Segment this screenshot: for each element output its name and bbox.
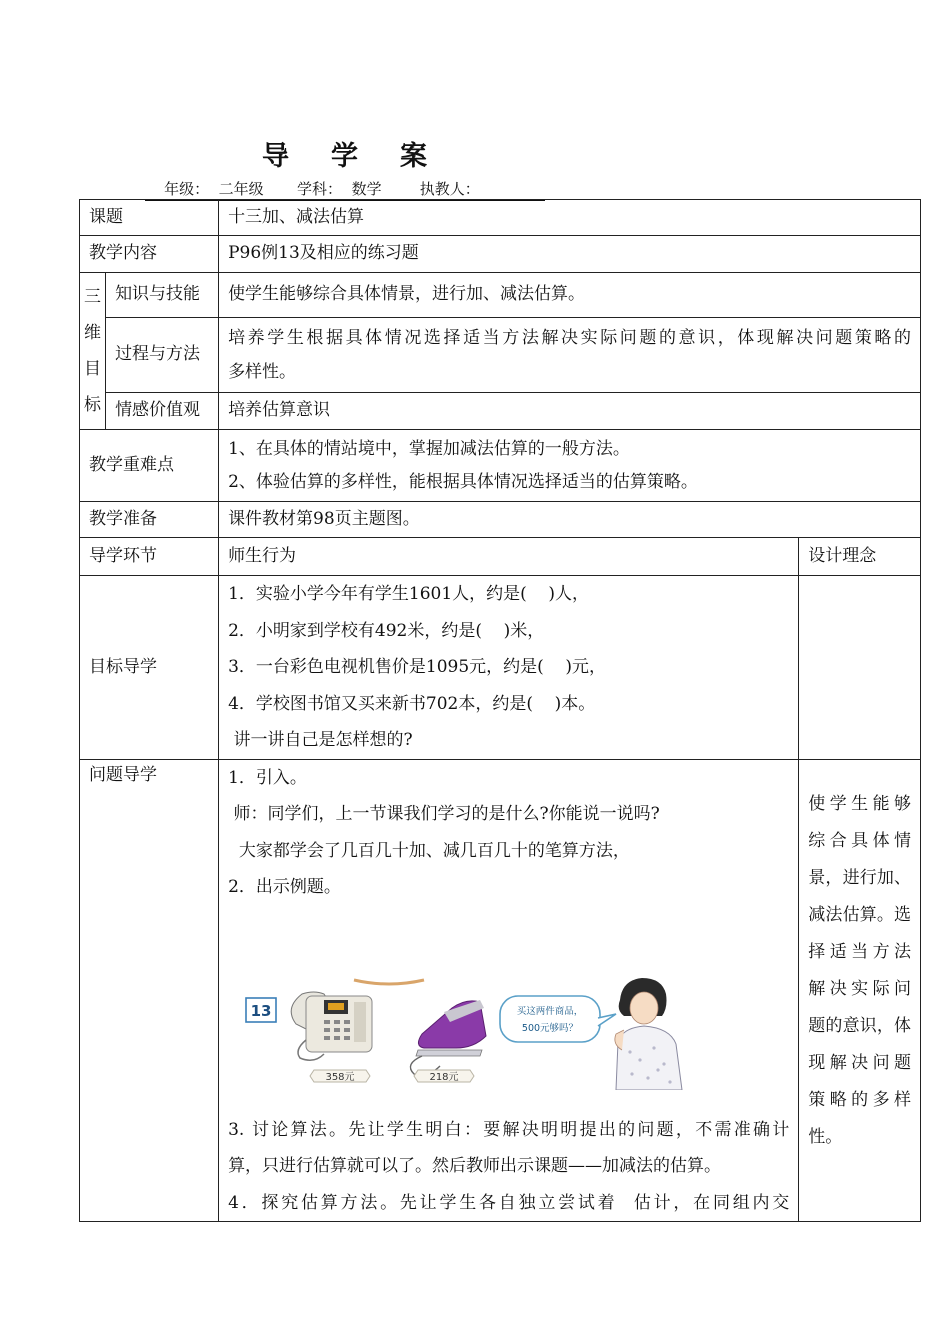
knowledge-label: 知识与技能: [106, 273, 219, 318]
process-label: 过程与方法: [106, 318, 219, 393]
title-char: 案: [400, 141, 427, 172]
prep-value: 课件教材第98页主题图。: [219, 502, 921, 538]
design-line: 题的意识，体: [808, 1015, 911, 1036]
header-stage: 导学环节: [80, 538, 219, 576]
table-row: [80, 273, 921, 318]
three-dim-goals-label: [80, 273, 106, 430]
table-row: [80, 759, 921, 1222]
price-2: 218元: [429, 1071, 459, 1083]
title-char: 导: [262, 141, 289, 172]
knowledge-value: 使学生能够综合具体情景，进行加、减法估算。: [219, 273, 921, 318]
design-line: 性。: [808, 1126, 843, 1147]
bubble-line-2: 500元够吗？: [521, 1022, 579, 1034]
table-row: [80, 200, 921, 236]
goal-char: 三: [84, 287, 102, 307]
lesson-plan-table: [79, 199, 921, 1222]
process-line: 培养学生根据具体情况选择适当方法解决实际问题的意识，体现解决问题策略的: [228, 328, 911, 348]
content-value: P96例13及相应的练习题: [219, 236, 921, 273]
difficulty-line: 2、体验估算的多样性，能根据具体情况选择适当的估算策略。: [228, 471, 698, 492]
design-line: 减法估算。选: [808, 904, 911, 925]
subject-label: 学科：: [297, 180, 343, 198]
subject-value: 数学: [351, 180, 382, 198]
topic-value: 十三加、减法估算: [219, 200, 921, 236]
topic-label: 课题: [80, 200, 219, 236]
bubble-line-1: 买这两件商品，: [516, 1005, 584, 1017]
problem-line: 3. 讨论算法。先让学生明白：要解决明明提出的问题，不需准确计: [228, 1119, 790, 1140]
problem-content: [219, 759, 799, 1222]
target-content: [219, 576, 799, 760]
emotion-label: 情感价值观: [106, 393, 219, 430]
problem-line: 1．引入。: [228, 767, 307, 788]
target-label: 目标导学: [80, 576, 219, 760]
difficulty-line: 1、在具体的情站境中，掌握加减法估算的一般方法。: [228, 438, 630, 459]
content-label: 教学内容: [80, 236, 219, 273]
problem-design: [799, 759, 921, 1222]
plate-icon: [354, 980, 424, 984]
title-char: 学: [331, 141, 358, 172]
problem-line: 大家都学会了几百几十加、减几百几十的笔算方法，: [228, 840, 630, 861]
target-design: [799, 576, 921, 760]
emotion-value: 培养估算意识: [219, 393, 921, 430]
problem-line: 4．探究估算方法。先让学生各自独立尝试着 估计，在同组内交: [228, 1192, 790, 1213]
table-row: [80, 236, 921, 273]
target-line: 3．一台彩色电视机售价是1095元，约是( )元，: [228, 657, 607, 677]
design-line: 综合具体情: [808, 830, 911, 851]
example-number: 13: [250, 1001, 272, 1020]
table-row: [80, 393, 921, 430]
header-design: 设计理念: [799, 538, 921, 576]
meta-line: [145, 178, 545, 201]
table-row: [80, 538, 921, 576]
target-line: 1．实验小学今年有学生1601人，约是( )人，: [228, 584, 590, 604]
table-row: [80, 318, 921, 393]
price-1: 358元: [325, 1071, 355, 1083]
goal-char: 维: [84, 323, 102, 343]
price-tag-2: [414, 1070, 474, 1083]
iron-icon: [410, 1000, 486, 1075]
price-tag-1: [310, 1070, 370, 1083]
difficulty-value: [219, 430, 921, 502]
design-line: 择适当方法: [808, 941, 911, 962]
target-line: 4．学校图书馆又买来新书702本，约是( )本。: [228, 693, 596, 714]
target-line: 讲一讲自己是怎样想的?: [228, 730, 413, 750]
goal-char: 目: [84, 359, 102, 379]
teacher-figure-icon: [615, 978, 682, 1090]
example-illustration: [244, 978, 789, 1086]
table-row: [80, 502, 921, 538]
prep-label: 教学准备: [80, 502, 219, 538]
speech-bubble: [500, 996, 616, 1042]
grade-label: 年级：: [164, 180, 210, 198]
problem-line: 师：同学们，上一节课我们学习的是什么?你能说一说吗?: [228, 804, 660, 824]
header-behavior: 师生行为: [219, 538, 799, 576]
design-line: 解决实际问: [808, 978, 911, 999]
table-row: [80, 430, 921, 502]
goal-char: 标: [84, 395, 102, 415]
process-line: 多样性。: [228, 362, 297, 382]
process-value: [219, 318, 921, 393]
table-row: [80, 576, 921, 760]
design-line: 现解决问题: [808, 1052, 911, 1073]
grade-value: 二年级: [218, 180, 264, 198]
target-line: 2．小明家到学校有492米，约是( )米，: [228, 620, 545, 641]
problem-line: 2．出示例题。: [228, 877, 341, 897]
design-line: 策略的多样: [808, 1089, 911, 1110]
telephone-icon: [291, 992, 372, 1060]
problem-line: 算，只进行估算就可以了。然后教师出示课题——加减法的估算。: [228, 1156, 722, 1176]
page-title: [262, 134, 469, 173]
teacher-label: 执教人：: [419, 180, 480, 198]
design-line: 使学生能够: [808, 793, 911, 814]
difficulty-label: 教学重难点: [80, 430, 219, 502]
example-illustration-svg: [244, 978, 684, 1090]
problem-label: 问题导学: [80, 759, 219, 1222]
design-line: 景，进行加、: [808, 867, 911, 888]
